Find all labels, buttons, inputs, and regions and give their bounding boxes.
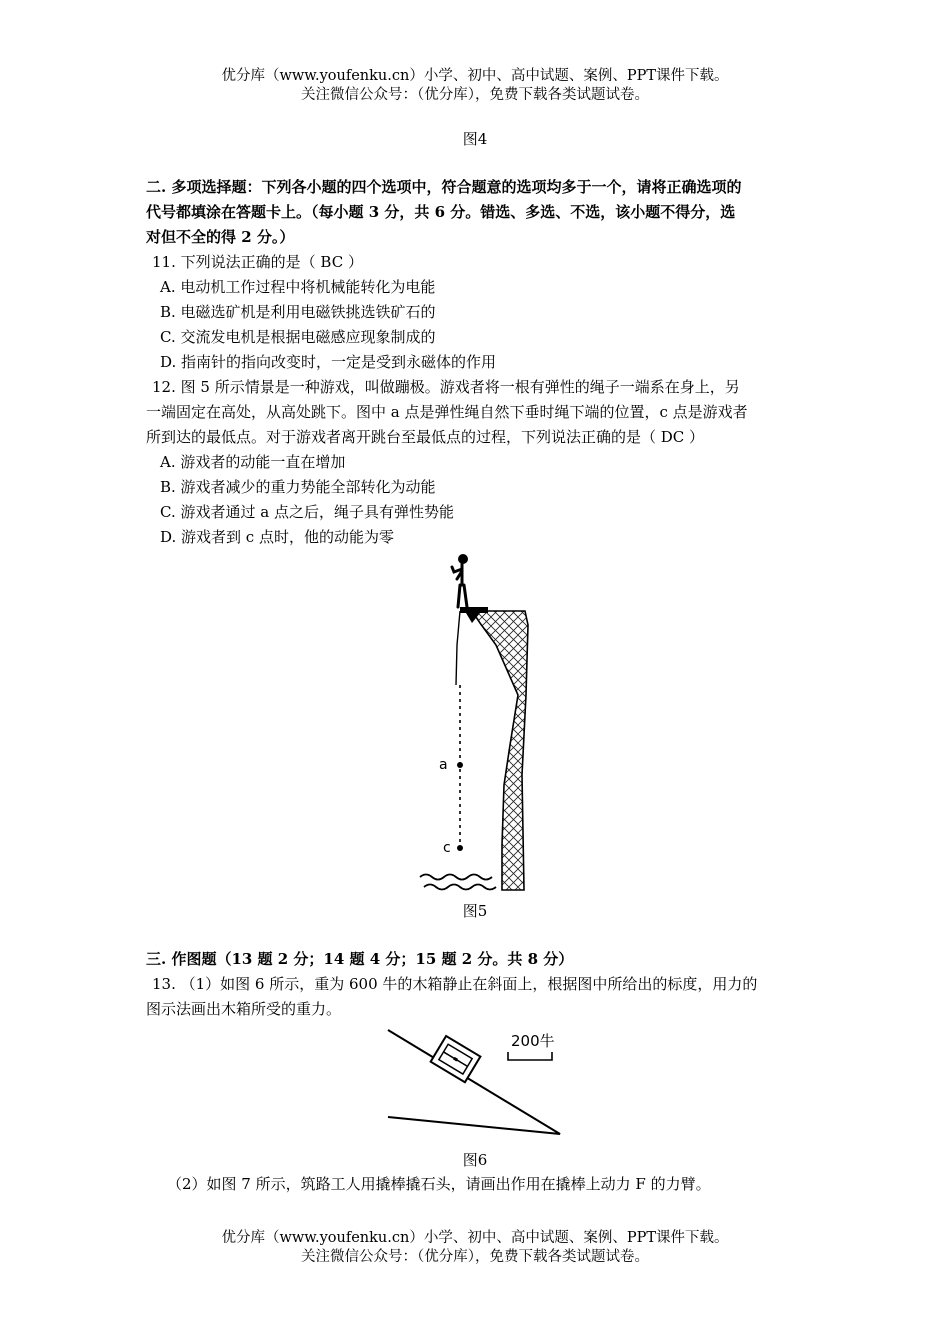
scale-bar (508, 1052, 552, 1060)
point-a (457, 762, 463, 768)
point-c (457, 845, 463, 851)
question-11-option-b: B. 电磁选矿机是利用电磁铁挑选铁矿石的 (160, 303, 436, 321)
jump-platform (460, 607, 488, 613)
header-line-2: 关注微信公众号：（优分库），免费下载各类试题试卷。 (301, 87, 649, 103)
question-13-part-2: （2）如图 7 所示，筑路工人用撬棒撬石头，请画出作用在撬棒上动力 F 的力臂。 (167, 1175, 711, 1193)
cliff-rock (472, 611, 528, 890)
question-12-option-a: A. 游戏者的动能一直在增加 (160, 453, 346, 471)
question-12-stem-line-1: 12. 图 5 所示情景是一种游戏，叫做蹦极。游戏者将一根有弹性的绳子一端系在身上，另 (152, 378, 740, 396)
section-2-title-line-3: 对但不全的得 2 分。） (146, 228, 295, 246)
figure-5-caption: 图5 (462, 902, 488, 920)
figure-5-bungee-diagram (410, 545, 540, 895)
point-c-label: c (443, 840, 451, 856)
footer-line-2: 关注微信公众号：（优分库），免费下载各类试题试卷。 (301, 1249, 649, 1265)
figure-6-caption: 图6 (462, 1151, 488, 1169)
question-12-option-c: C. 游戏者通过 a 点之后，绳子具有弹性势能 (160, 503, 454, 521)
question-11-option-c: C. 交流发电机是根据电磁感应现象制成的 (160, 328, 436, 346)
question-12-option-d: D. 游戏者到 c 点时，他的动能为零 (160, 528, 394, 546)
header-line-1: 优分库（www.youfenku.cn）小学、初中、高中试题、案例、PPT课件下载。 (221, 68, 729, 84)
jumper-figure (452, 554, 468, 607)
question-12-stem-line-3: 所到达的最低点。对于游戏者离开跳台至最低点的过程，下列说法正确的是（ DC ） (146, 428, 705, 446)
scale-label: 200牛 (511, 1032, 555, 1050)
question-11-option-a: A. 电动机工作过程中将机械能转化为电能 (160, 278, 436, 296)
rope-top (456, 611, 460, 685)
question-11-stem: 11. 下列说法正确的是（ BC ） (152, 253, 363, 271)
section-2-title-line-1: 二. 多项选择题：下列各小题的四个选项中，符合题意的选项均多于一个，请将正确选项的 (146, 178, 742, 196)
figure-6-incline-diagram (385, 1022, 570, 1142)
water-waves (420, 875, 496, 890)
section-3-title: 三. 作图题（13 题 2 分；14 题 4 分；15 题 2 分。共 8 分） (146, 950, 574, 968)
point-a-label: a (439, 757, 448, 773)
section-2-title-line-2: 代号都填涂在答题卡上。（每小题 3 分，共 6 分。错选、多选、不选，该小题不得分，选 (146, 203, 736, 221)
question-11-option-d: D. 指南针的指向改变时，一定是受到永磁体的作用 (160, 353, 497, 371)
figure-4-caption: 图4 (462, 130, 488, 148)
footer-line-1: 优分库（www.youfenku.cn）小学、初中、高中试题、案例、PPT课件下载。 (221, 1230, 729, 1246)
question-12-stem-line-2: 一端固定在高处，从高处跳下。图中 a 点是弹性绳自然下垂时绳下端的位置，c 点是游戏者 (146, 403, 748, 421)
wooden-box (431, 1036, 481, 1082)
question-13-line-2: 图示法画出木箱所受的重力。 (146, 1000, 342, 1018)
question-13-line-1: 13. （1）如图 6 所示，重为 600 牛的木箱静止在斜面上，根据图中所给出的标度，用力的 (152, 975, 758, 993)
question-12-option-b: B. 游戏者减少的重力势能全部转化为动能 (160, 478, 436, 496)
